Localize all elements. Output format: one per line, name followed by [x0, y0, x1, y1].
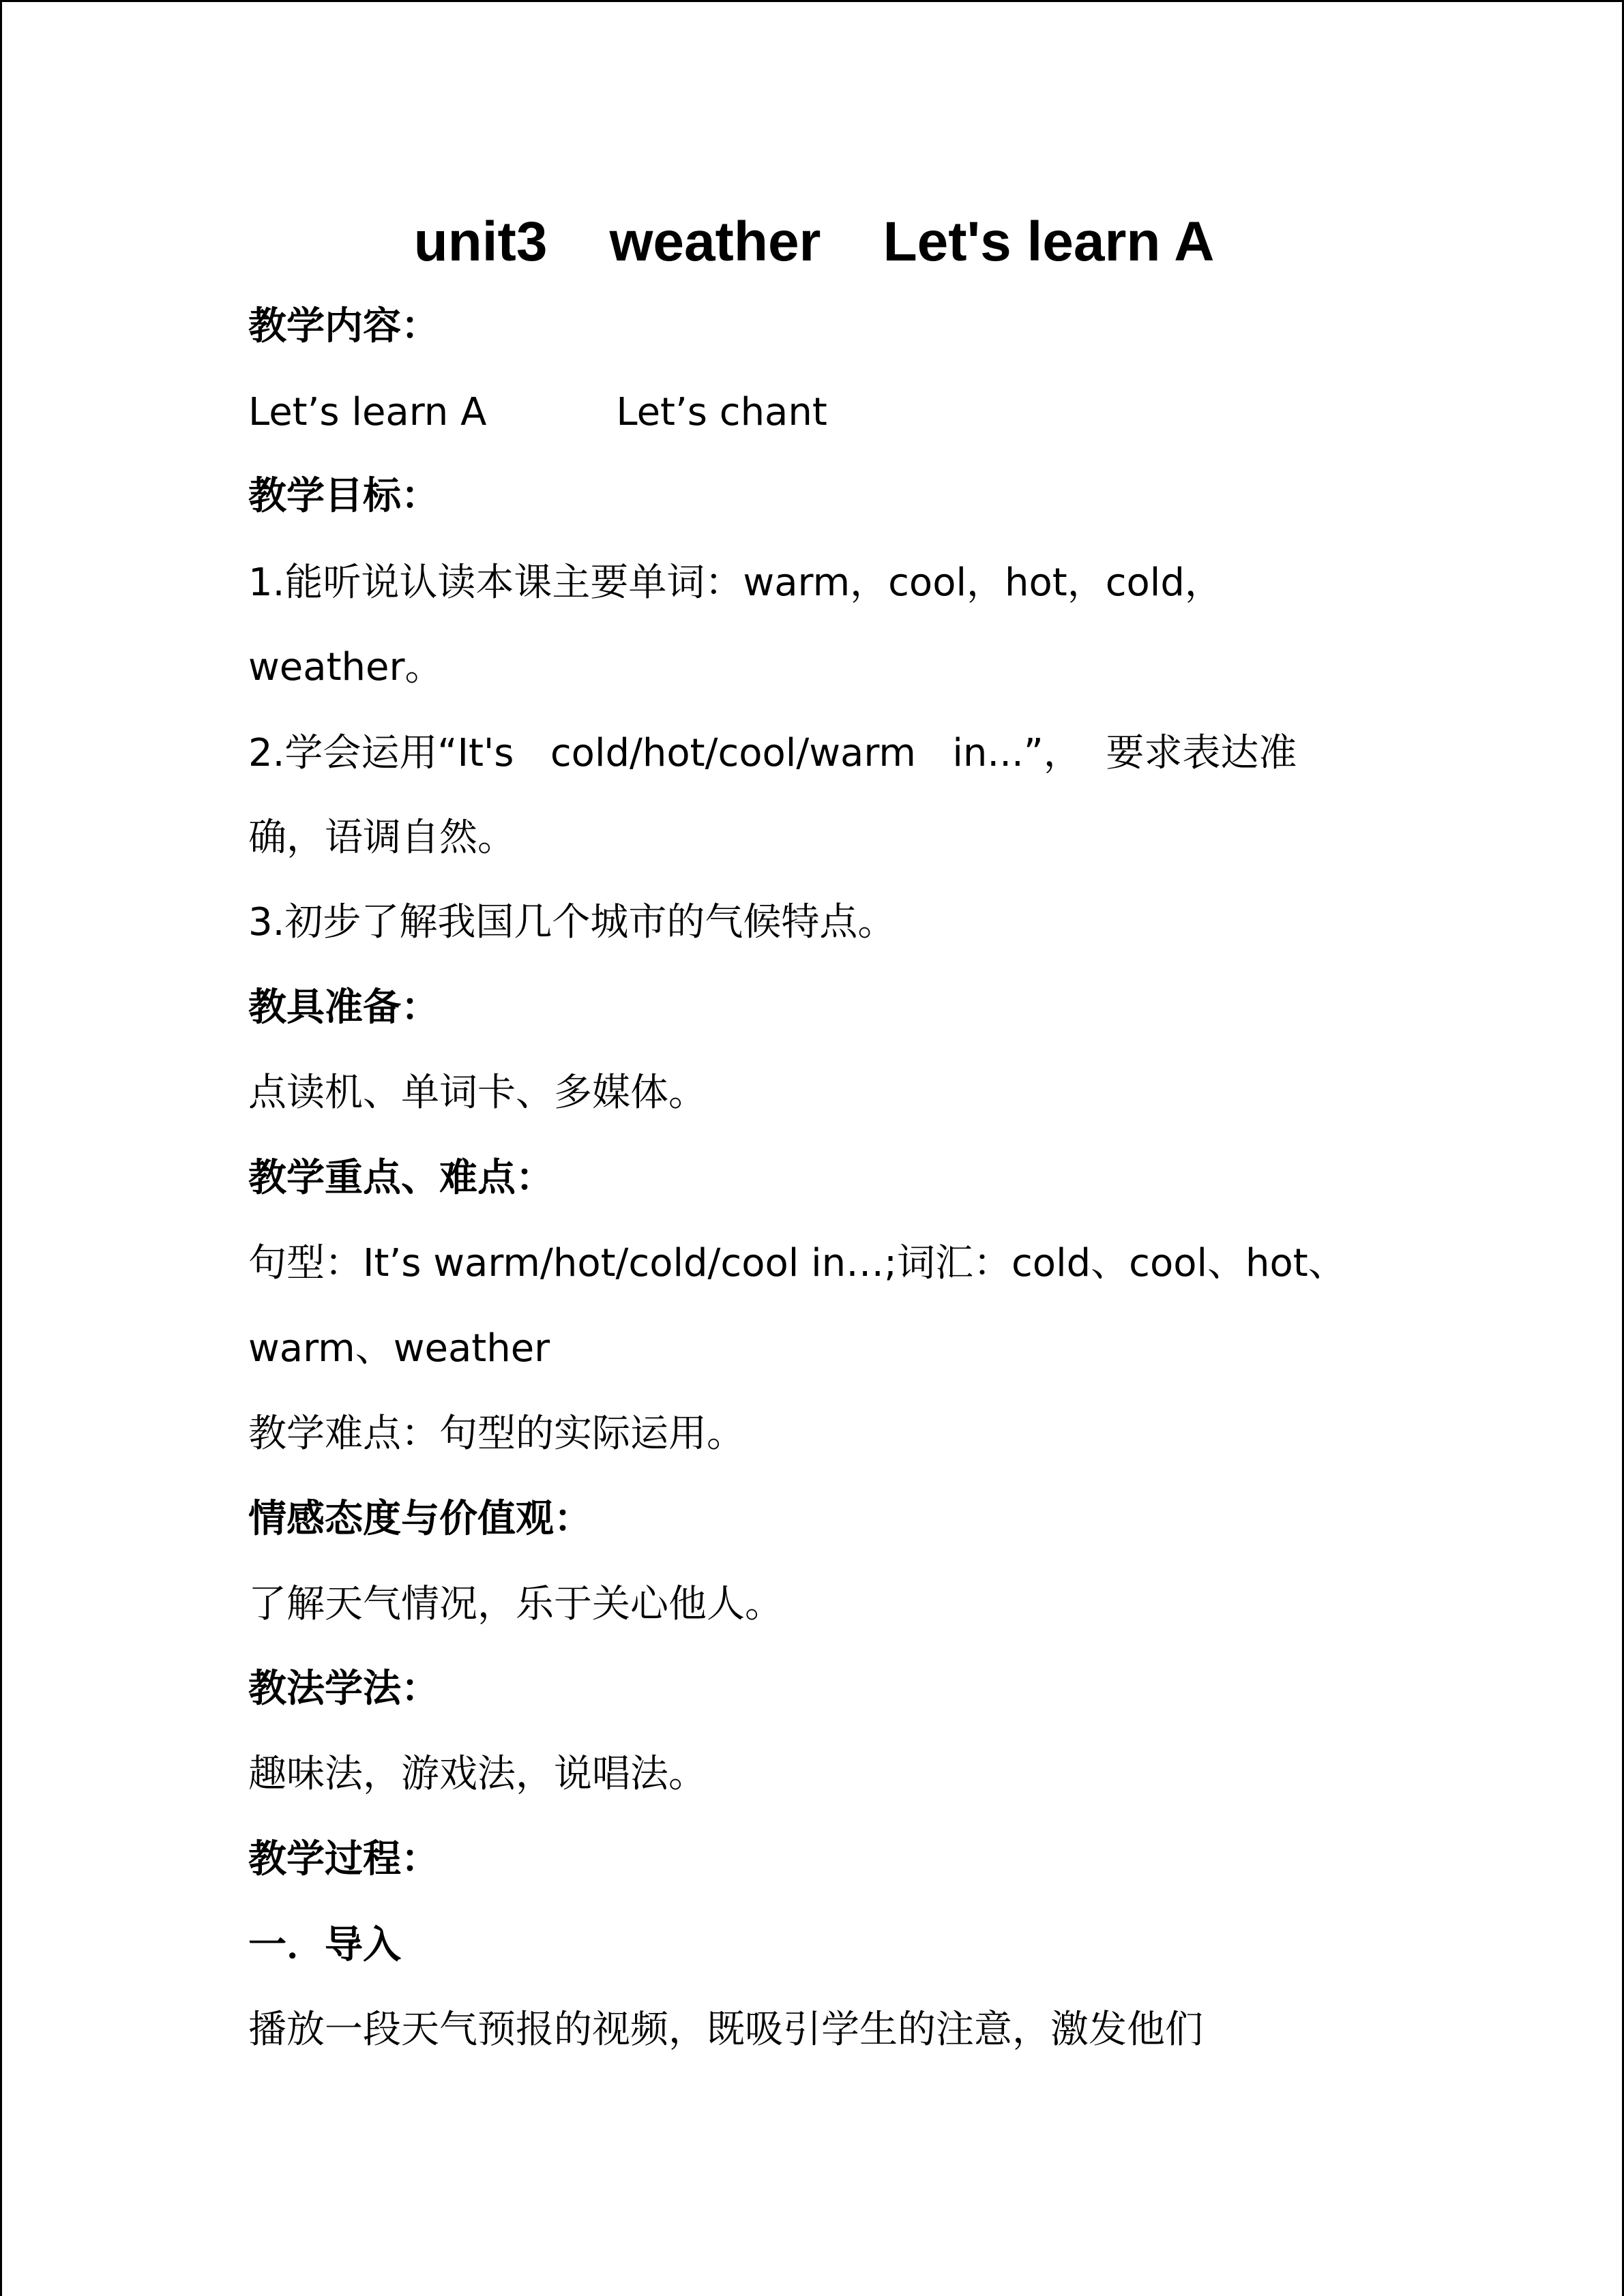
objective-2-line-1: 2.学会运用“It's cold/hot/cool/warm in...”， 要求表达准 — [248, 731, 1297, 775]
content-item-learn: Let’s learn A — [248, 390, 487, 434]
content-item-chant: Let’s chant — [616, 390, 827, 434]
difficulty-text: 教学难点：句型的实际运用。 — [248, 1412, 745, 1456]
key-points-line-1: 句型：It’s warm/hot/cold/cool in…;词汇：cold、cool、hot、 — [248, 1241, 1346, 1285]
content-heading: 教学内容： — [248, 304, 439, 348]
objective-2-line-2: 确，语调自然。 — [248, 816, 516, 860]
objective-1-line-1: 1.能听说认读本课主要单词：warm，cool，hot，cold， — [248, 561, 1223, 605]
key-points-line-2: warm、weather — [248, 1326, 550, 1371]
step-1-text: 播放一段天气预报的视频，既吸引学生的注意，激发他们 — [248, 2008, 1203, 2052]
objectives-heading: 教学目标： — [248, 474, 439, 518]
content-items-line — [248, 378, 1408, 447]
methods-text: 趣味法，游戏法，说唱法。 — [248, 1752, 707, 1796]
objective-1-line-2: weather。 — [248, 645, 443, 689]
methods-heading: 教法学法： — [248, 1667, 439, 1711]
process-heading: 教学过程： — [248, 1837, 439, 1881]
aids-heading: 教具准备： — [248, 985, 439, 1030]
values-heading: 情感态度与价值观： — [248, 1497, 592, 1541]
step-1-heading: 一．导入 — [248, 1923, 401, 1967]
page-title: unit3 weather Let's learn A — [413, 211, 1215, 273]
objective-3: 3.初步了解我国几个城市的气候特点。 — [248, 900, 896, 944]
aids-text: 点读机、单词卡、多媒体。 — [248, 1071, 707, 1115]
values-text: 了解天气情况，乐于关心他人。 — [248, 1582, 783, 1626]
key-points-heading: 教学重点、难点： — [248, 1156, 554, 1200]
